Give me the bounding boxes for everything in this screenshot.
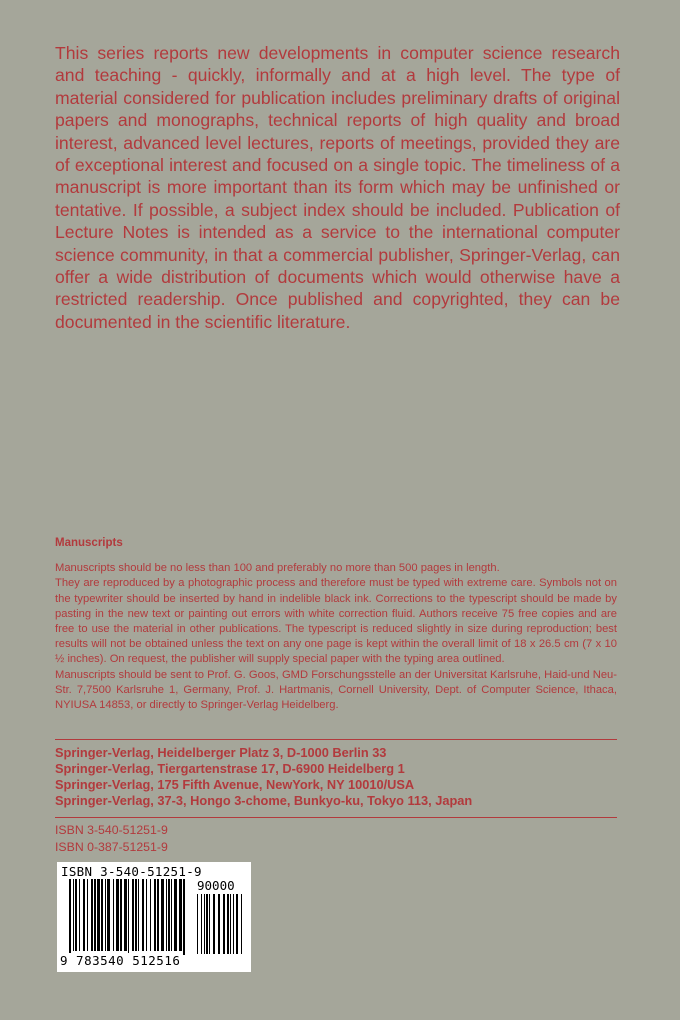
barcode-bar	[97, 879, 100, 951]
manuscripts-submission-paragraph: Manuscripts should be sent to Prof. G. Goos, GMD Forschungsstelle an der Universitat Karlsruhe, Haid-und Neu-Str. 7,7500 Karlsruhe 1, Germany, Prof. J. Hartmanis, Cornell University, Dept. of Computer Science, Ithaca, NYIUSA 14853, or directly to Springer-Verlag Heidelberg.	[55, 668, 617, 712]
barcode-bar	[179, 879, 182, 951]
barcode-bar	[174, 879, 177, 951]
publisher-addresses	[55, 745, 472, 809]
barcode-bar	[101, 879, 103, 951]
barcode-bar	[197, 894, 198, 954]
barcode-bar	[209, 894, 210, 954]
barcode-bar	[230, 894, 231, 954]
manuscripts-length-paragraph: Manuscripts should be no less than 100 and preferably no more than 500 pages in length.	[55, 562, 500, 575]
barcode-addon-number: 90000	[197, 878, 235, 893]
manuscripts-section	[55, 536, 617, 713]
barcode-bar	[132, 879, 134, 951]
address-line: Springer-Verlag, 175 Fifth Avenue, NewYork, NY 10010/USA	[55, 777, 415, 792]
barcode-bar	[183, 879, 185, 955]
barcode-bar	[113, 879, 114, 951]
barcode-bar	[161, 879, 164, 951]
barcode-bar	[204, 894, 205, 954]
barcode-bar	[128, 879, 129, 955]
barcode-bar	[236, 894, 238, 954]
isbn-line: ISBN 3-540-51251-9	[55, 823, 168, 837]
barcode-bar	[135, 879, 137, 951]
barcode-bar	[201, 894, 202, 954]
address-line: Springer-Verlag, Heidelberger Platz 3, D-1000 Berlin 33	[55, 745, 387, 760]
barcode-bar	[166, 879, 167, 951]
barcode-bar	[218, 894, 220, 954]
barcode-bar	[223, 894, 225, 954]
barcode-bar	[138, 879, 139, 951]
barcode-bar	[171, 879, 172, 951]
barcode-bar	[227, 894, 229, 954]
barcode-bar	[83, 879, 85, 951]
barcode-bar	[124, 879, 127, 951]
barcode-bar	[146, 879, 147, 951]
barcode-bar	[87, 879, 88, 951]
barcode-bar	[206, 894, 208, 954]
barcode-ean-number: 9 783540 512516	[60, 953, 181, 968]
manuscripts-typing-paragraph: They are reproduced by a photographic process and therefore must be typed with extreme care. Symbols not on the typewriter should be inserted by hand in indelible black ink. Corrections to the typescript should be made by pasting in the new text or painting out errors with white correction fluid. Authors receive 75 free copies and are free to use the material in other publications. The typescript is reduced slightly in size during reproduction; best results will not be obtained unless the text on any one page is kept within the overall limit of 18 x 26.5 cm (7 x 10 ½ inches). On request, the publisher will supply special paper with the typing area outlined.	[55, 577, 617, 666]
barcode-bar	[79, 879, 80, 951]
barcode-bar	[120, 879, 122, 951]
isbn-barcode	[57, 862, 251, 972]
barcode-bar	[157, 879, 159, 951]
barcode-bar	[142, 879, 144, 951]
divider-bottom	[55, 817, 617, 818]
barcode-bar	[107, 879, 110, 951]
barcode-bar	[154, 879, 156, 951]
barcode-bar	[116, 879, 119, 951]
manuscripts-heading: Manuscripts	[55, 537, 123, 549]
barcode-bar	[168, 879, 170, 951]
barcode-bar	[75, 879, 77, 951]
address-line: Springer-Verlag, Tiergartenstrase 17, D-6900 Heidelberg 1	[55, 761, 405, 776]
barcode-bar	[241, 894, 242, 954]
address-line: Springer-Verlag, 37-3, Hongo 3-chome, Bunkyo-ku, Tokyo 113, Japan	[55, 793, 473, 808]
isbn-block	[55, 822, 168, 855]
divider-top	[55, 739, 617, 740]
barcode-bar	[233, 894, 234, 954]
barcode-isbn-text: ISBN 3-540-51251-9	[61, 864, 202, 879]
barcode-bar	[105, 879, 106, 951]
isbn-line: ISBN 0-387-51251-9	[55, 839, 168, 854]
series-description: This series reports new developments in computer science research and teaching - quickly, informally and at a high level. The type of material considered for publication includes preliminary drafts of original papers and monographs, technical reports of high quality and broad interest, advanced level lectures, reports of meetings, provided they are of exceptional interest and focused on a single topic. The timeliness of a manuscript is more important than its form which may be unfinished or tentative. If possible, a subject index should be included. Publication of Lecture Notes is intended as a service to the international computer science community, in that a commercial publisher, Springer-Verlag, can offer a wide distribution of documents which would otherwise have a restricted readership. Once published and copyrighted, they can be documented in the scientific literature.	[55, 43, 620, 332]
barcode-bar	[91, 879, 93, 951]
barcode-bar	[73, 879, 74, 951]
barcode-bar	[69, 879, 71, 955]
barcode-bar	[213, 894, 215, 954]
barcode-bar	[94, 879, 96, 951]
barcode-bar	[150, 879, 151, 951]
